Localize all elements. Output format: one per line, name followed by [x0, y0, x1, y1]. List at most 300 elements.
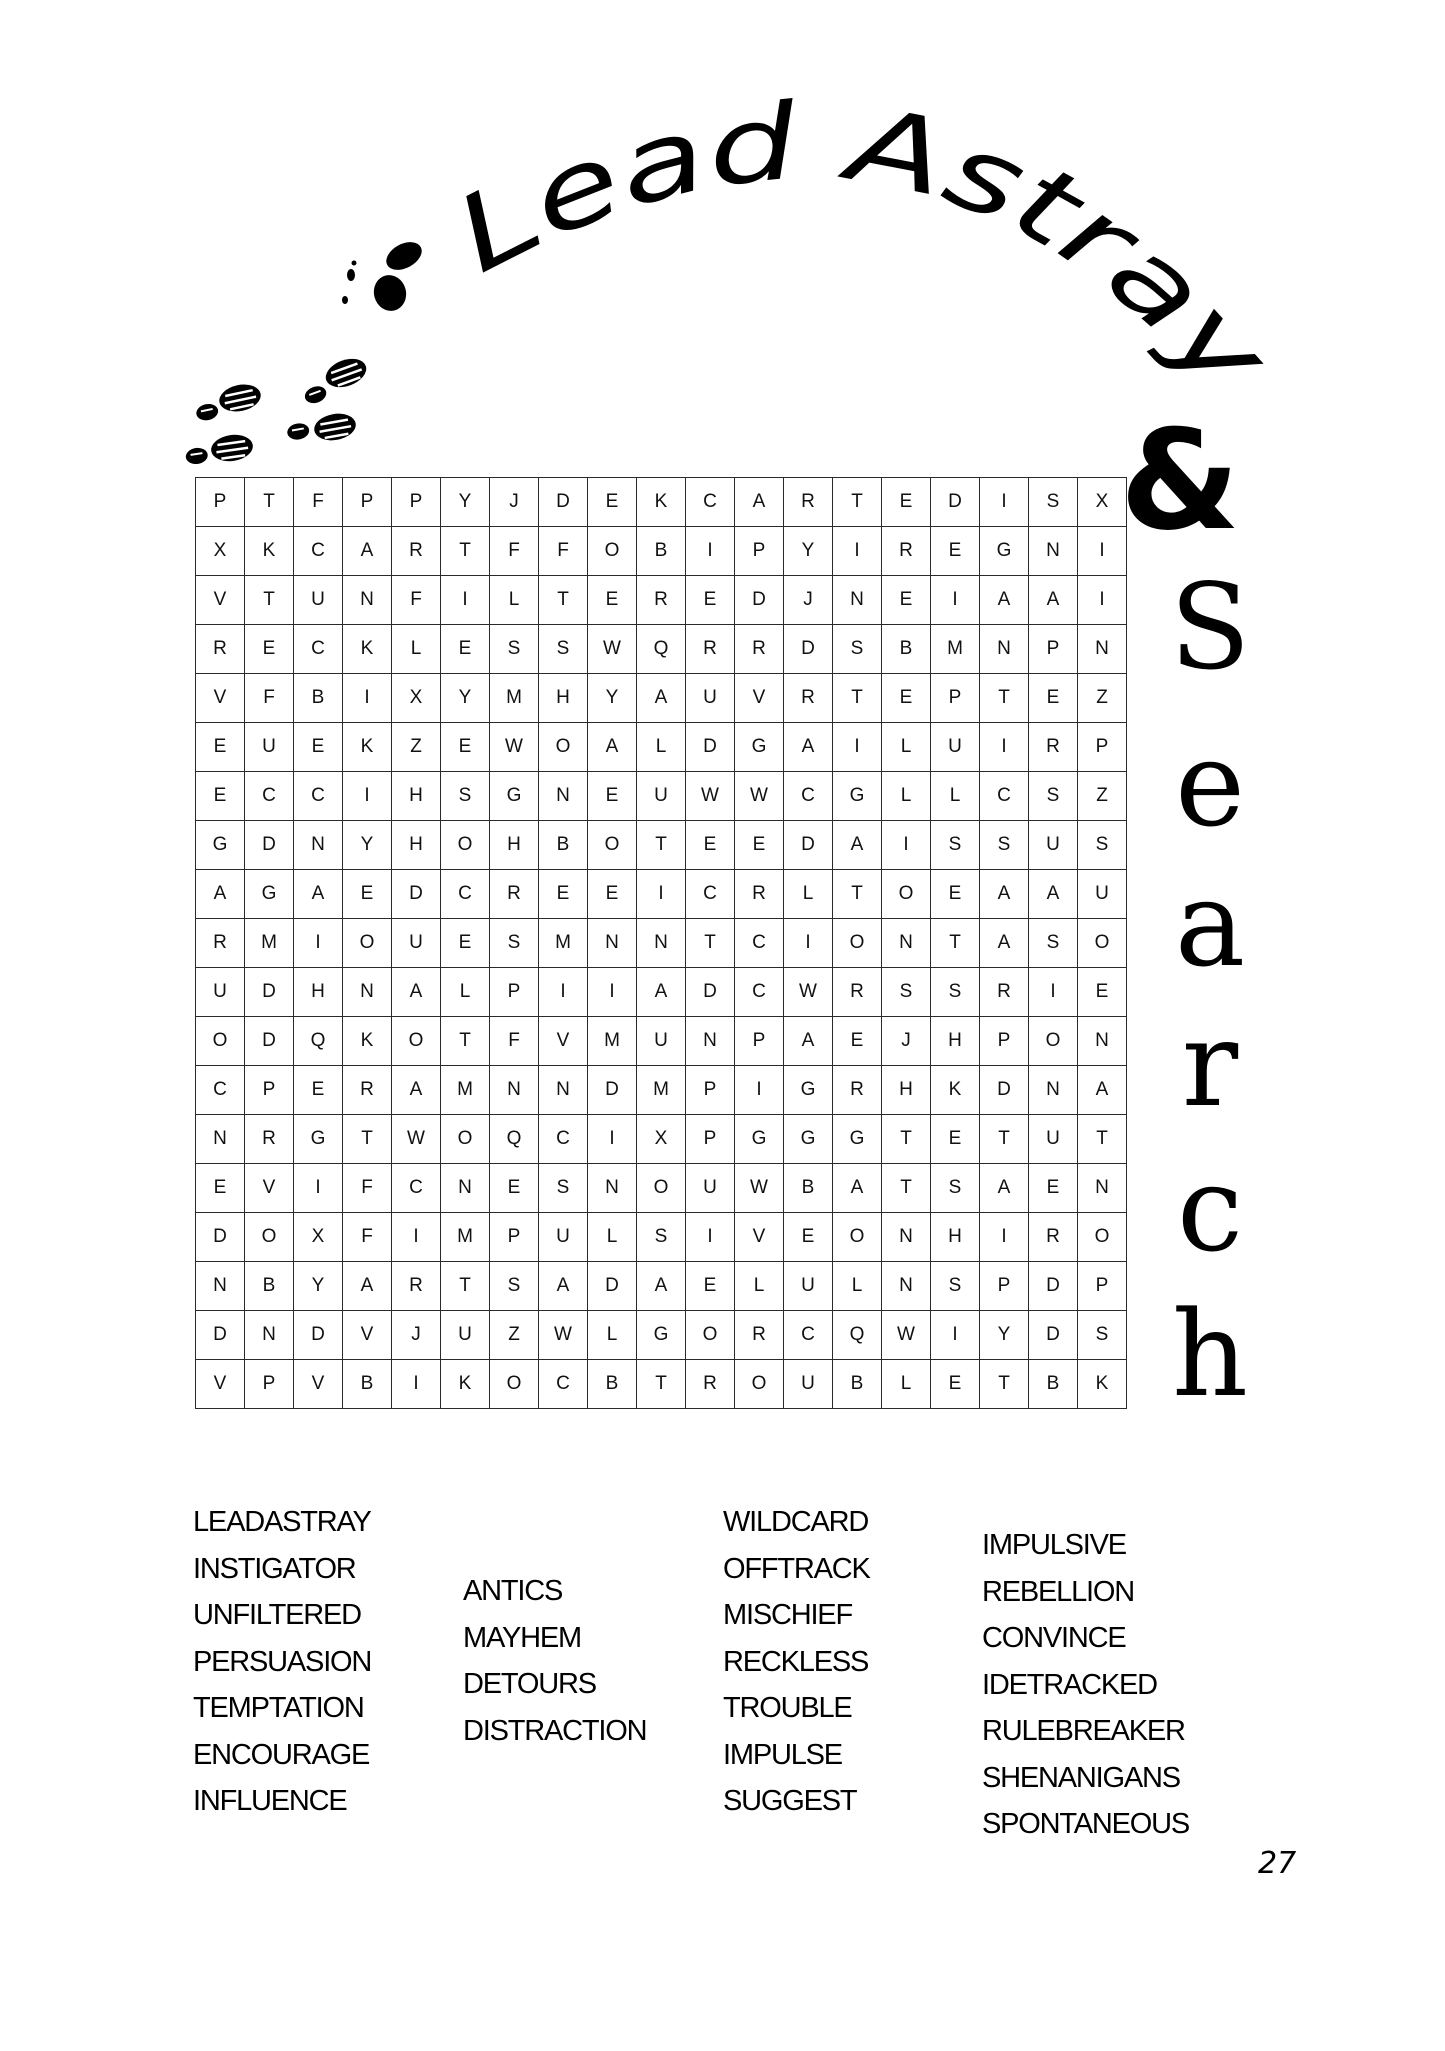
grid-cell[interactable]: M: [441, 1066, 490, 1115]
grid-cell[interactable]: M: [245, 919, 294, 968]
grid-cell[interactable]: U: [931, 723, 980, 772]
grid-cell[interactable]: R: [686, 625, 735, 674]
grid-cell[interactable]: S: [539, 625, 588, 674]
grid-cell[interactable]: P: [196, 478, 245, 527]
grid-cell[interactable]: R: [980, 968, 1029, 1017]
grid-cell[interactable]: T: [833, 674, 882, 723]
grid-cell[interactable]: I: [686, 1213, 735, 1262]
grid-cell[interactable]: K: [931, 1066, 980, 1115]
grid-cell[interactable]: O: [245, 1213, 294, 1262]
grid-cell[interactable]: R: [392, 527, 441, 576]
grid-cell[interactable]: P: [245, 1360, 294, 1409]
grid-cell[interactable]: A: [1078, 1066, 1127, 1115]
grid-cell[interactable]: S: [882, 968, 931, 1017]
grid-cell[interactable]: T: [637, 1360, 686, 1409]
grid-cell[interactable]: B: [343, 1360, 392, 1409]
grid-cell[interactable]: T: [441, 527, 490, 576]
grid-cell[interactable]: I: [833, 527, 882, 576]
grid-cell[interactable]: L: [392, 625, 441, 674]
grid-cell[interactable]: H: [490, 821, 539, 870]
grid-cell[interactable]: T: [686, 919, 735, 968]
grid-cell[interactable]: N: [294, 821, 343, 870]
grid-cell[interactable]: L: [637, 723, 686, 772]
grid-cell[interactable]: C: [686, 870, 735, 919]
grid-cell[interactable]: P: [1078, 1262, 1127, 1311]
grid-cell[interactable]: S: [833, 625, 882, 674]
grid-cell[interactable]: N: [980, 625, 1029, 674]
grid-cell[interactable]: U: [1078, 870, 1127, 919]
grid-cell[interactable]: T: [980, 674, 1029, 723]
grid-cell[interactable]: Y: [784, 527, 833, 576]
grid-cell[interactable]: M: [637, 1066, 686, 1115]
grid-cell[interactable]: E: [882, 674, 931, 723]
grid-cell[interactable]: R: [1029, 1213, 1078, 1262]
grid-cell[interactable]: O: [539, 723, 588, 772]
grid-cell[interactable]: W: [735, 1164, 784, 1213]
grid-cell[interactable]: S: [490, 919, 539, 968]
grid-cell[interactable]: P: [1029, 625, 1078, 674]
grid-cell[interactable]: E: [686, 821, 735, 870]
grid-cell[interactable]: U: [1029, 821, 1078, 870]
grid-cell[interactable]: Y: [441, 478, 490, 527]
grid-cell[interactable]: L: [882, 723, 931, 772]
grid-cell[interactable]: P: [980, 1262, 1029, 1311]
grid-cell[interactable]: N: [196, 1262, 245, 1311]
grid-cell[interactable]: R: [784, 674, 833, 723]
grid-cell[interactable]: N: [588, 919, 637, 968]
grid-cell[interactable]: I: [539, 968, 588, 1017]
grid-cell[interactable]: O: [441, 821, 490, 870]
grid-cell[interactable]: F: [490, 527, 539, 576]
grid-cell[interactable]: R: [882, 527, 931, 576]
grid-cell[interactable]: D: [686, 723, 735, 772]
grid-cell[interactable]: E: [588, 576, 637, 625]
grid-cell[interactable]: L: [735, 1262, 784, 1311]
grid-cell[interactable]: W: [686, 772, 735, 821]
grid-cell[interactable]: E: [294, 723, 343, 772]
grid-cell[interactable]: K: [1078, 1360, 1127, 1409]
grid-cell[interactable]: I: [637, 870, 686, 919]
grid-cell[interactable]: P: [735, 527, 784, 576]
grid-cell[interactable]: A: [833, 1164, 882, 1213]
grid-cell[interactable]: S: [1078, 1311, 1127, 1360]
grid-cell[interactable]: F: [343, 1164, 392, 1213]
grid-cell[interactable]: C: [392, 1164, 441, 1213]
grid-cell[interactable]: L: [931, 772, 980, 821]
grid-cell[interactable]: T: [980, 1115, 1029, 1164]
grid-cell[interactable]: N: [490, 1066, 539, 1115]
grid-cell[interactable]: U: [245, 723, 294, 772]
grid-cell[interactable]: U: [784, 1262, 833, 1311]
grid-cell[interactable]: A: [392, 1066, 441, 1115]
grid-cell[interactable]: T: [343, 1115, 392, 1164]
grid-cell[interactable]: N: [882, 1262, 931, 1311]
grid-cell[interactable]: S: [1078, 821, 1127, 870]
grid-cell[interactable]: X: [637, 1115, 686, 1164]
grid-cell[interactable]: P: [1078, 723, 1127, 772]
grid-cell[interactable]: Y: [294, 1262, 343, 1311]
grid-cell[interactable]: N: [588, 1164, 637, 1213]
grid-cell[interactable]: V: [294, 1360, 343, 1409]
grid-cell[interactable]: A: [539, 1262, 588, 1311]
grid-cell[interactable]: G: [980, 527, 1029, 576]
grid-cell[interactable]: A: [833, 821, 882, 870]
grid-cell[interactable]: I: [343, 772, 392, 821]
grid-cell[interactable]: D: [392, 870, 441, 919]
grid-cell[interactable]: H: [882, 1066, 931, 1115]
grid-cell[interactable]: R: [735, 870, 784, 919]
grid-cell[interactable]: F: [392, 576, 441, 625]
grid-cell[interactable]: I: [1078, 576, 1127, 625]
grid-cell[interactable]: N: [1029, 527, 1078, 576]
grid-cell[interactable]: W: [784, 968, 833, 1017]
grid-cell[interactable]: X: [294, 1213, 343, 1262]
grid-cell[interactable]: T: [637, 821, 686, 870]
grid-cell[interactable]: S: [1029, 919, 1078, 968]
grid-cell[interactable]: D: [1029, 1311, 1078, 1360]
grid-cell[interactable]: E: [196, 723, 245, 772]
grid-cell[interactable]: U: [441, 1311, 490, 1360]
grid-cell[interactable]: Y: [343, 821, 392, 870]
grid-cell[interactable]: I: [1029, 968, 1078, 1017]
grid-cell[interactable]: E: [735, 821, 784, 870]
grid-cell[interactable]: M: [588, 1017, 637, 1066]
grid-cell[interactable]: N: [833, 576, 882, 625]
grid-cell[interactable]: E: [196, 1164, 245, 1213]
grid-cell[interactable]: R: [686, 1360, 735, 1409]
grid-cell[interactable]: L: [588, 1213, 637, 1262]
grid-cell[interactable]: R: [735, 1311, 784, 1360]
grid-cell[interactable]: I: [882, 821, 931, 870]
grid-cell[interactable]: I: [686, 527, 735, 576]
grid-cell[interactable]: G: [637, 1311, 686, 1360]
grid-cell[interactable]: D: [588, 1066, 637, 1115]
grid-cell[interactable]: P: [392, 478, 441, 527]
grid-cell[interactable]: N: [882, 1213, 931, 1262]
grid-cell[interactable]: T: [980, 1360, 1029, 1409]
grid-cell[interactable]: C: [539, 1360, 588, 1409]
grid-cell[interactable]: G: [735, 723, 784, 772]
grid-cell[interactable]: E: [833, 1017, 882, 1066]
grid-cell[interactable]: E: [539, 870, 588, 919]
grid-cell[interactable]: T: [245, 576, 294, 625]
grid-cell[interactable]: F: [245, 674, 294, 723]
grid-cell[interactable]: G: [784, 1066, 833, 1115]
grid-cell[interactable]: I: [588, 1115, 637, 1164]
grid-cell[interactable]: O: [686, 1311, 735, 1360]
grid-cell[interactable]: L: [441, 968, 490, 1017]
grid-cell[interactable]: P: [735, 1017, 784, 1066]
grid-cell[interactable]: A: [637, 968, 686, 1017]
grid-cell[interactable]: V: [245, 1164, 294, 1213]
grid-cell[interactable]: V: [735, 674, 784, 723]
grid-cell[interactable]: O: [833, 919, 882, 968]
grid-cell[interactable]: E: [686, 576, 735, 625]
grid-cell[interactable]: W: [539, 1311, 588, 1360]
grid-cell[interactable]: V: [196, 1360, 245, 1409]
grid-cell[interactable]: J: [392, 1311, 441, 1360]
grid-cell[interactable]: S: [637, 1213, 686, 1262]
grid-cell[interactable]: E: [441, 919, 490, 968]
grid-cell[interactable]: P: [686, 1115, 735, 1164]
grid-cell[interactable]: A: [784, 1017, 833, 1066]
grid-cell[interactable]: Q: [833, 1311, 882, 1360]
grid-cell[interactable]: P: [980, 1017, 1029, 1066]
grid-cell[interactable]: E: [931, 527, 980, 576]
grid-cell[interactable]: O: [882, 870, 931, 919]
grid-cell[interactable]: N: [539, 1066, 588, 1115]
grid-cell[interactable]: E: [686, 1262, 735, 1311]
grid-cell[interactable]: E: [245, 625, 294, 674]
grid-cell[interactable]: C: [980, 772, 1029, 821]
grid-cell[interactable]: W: [490, 723, 539, 772]
grid-cell[interactable]: P: [245, 1066, 294, 1115]
grid-cell[interactable]: Y: [588, 674, 637, 723]
grid-cell[interactable]: O: [441, 1115, 490, 1164]
grid-cell[interactable]: S: [1029, 772, 1078, 821]
grid-cell[interactable]: O: [735, 1360, 784, 1409]
grid-cell[interactable]: A: [588, 723, 637, 772]
grid-cell[interactable]: A: [637, 674, 686, 723]
grid-cell[interactable]: E: [490, 1164, 539, 1213]
grid-cell[interactable]: A: [980, 870, 1029, 919]
grid-cell[interactable]: O: [588, 527, 637, 576]
grid-cell[interactable]: E: [441, 625, 490, 674]
grid-cell[interactable]: O: [588, 821, 637, 870]
grid-cell[interactable]: G: [245, 870, 294, 919]
grid-cell[interactable]: R: [490, 870, 539, 919]
grid-cell[interactable]: R: [343, 1066, 392, 1115]
grid-cell[interactable]: F: [539, 527, 588, 576]
grid-cell[interactable]: I: [980, 723, 1029, 772]
grid-cell[interactable]: E: [931, 1115, 980, 1164]
grid-cell[interactable]: B: [294, 674, 343, 723]
grid-cell[interactable]: D: [980, 1066, 1029, 1115]
grid-cell[interactable]: R: [833, 968, 882, 1017]
grid-cell[interactable]: M: [441, 1213, 490, 1262]
grid-cell[interactable]: D: [196, 1311, 245, 1360]
grid-cell[interactable]: I: [931, 1311, 980, 1360]
grid-cell[interactable]: P: [931, 674, 980, 723]
grid-cell[interactable]: E: [784, 1213, 833, 1262]
grid-cell[interactable]: C: [539, 1115, 588, 1164]
grid-cell[interactable]: Z: [392, 723, 441, 772]
grid-cell[interactable]: S: [931, 968, 980, 1017]
grid-cell[interactable]: S: [931, 821, 980, 870]
grid-cell[interactable]: A: [343, 527, 392, 576]
grid-cell[interactable]: I: [343, 674, 392, 723]
grid-cell[interactable]: N: [245, 1311, 294, 1360]
grid-cell[interactable]: S: [1029, 478, 1078, 527]
grid-cell[interactable]: E: [1078, 968, 1127, 1017]
grid-cell[interactable]: N: [637, 919, 686, 968]
grid-cell[interactable]: L: [882, 1360, 931, 1409]
grid-cell[interactable]: S: [980, 821, 1029, 870]
grid-cell[interactable]: B: [245, 1262, 294, 1311]
grid-cell[interactable]: D: [245, 968, 294, 1017]
grid-cell[interactable]: H: [294, 968, 343, 1017]
grid-cell[interactable]: U: [784, 1360, 833, 1409]
grid-cell[interactable]: B: [588, 1360, 637, 1409]
grid-cell[interactable]: M: [490, 674, 539, 723]
grid-cell[interactable]: F: [343, 1213, 392, 1262]
grid-cell[interactable]: Q: [490, 1115, 539, 1164]
grid-cell[interactable]: O: [1078, 919, 1127, 968]
grid-cell[interactable]: O: [490, 1360, 539, 1409]
grid-cell[interactable]: C: [686, 478, 735, 527]
grid-cell[interactable]: J: [784, 576, 833, 625]
grid-cell[interactable]: P: [490, 1213, 539, 1262]
grid-cell[interactable]: S: [441, 772, 490, 821]
grid-cell[interactable]: B: [833, 1360, 882, 1409]
grid-cell[interactable]: D: [539, 478, 588, 527]
grid-cell[interactable]: L: [490, 576, 539, 625]
grid-cell[interactable]: P: [686, 1066, 735, 1115]
grid-cell[interactable]: N: [1078, 625, 1127, 674]
grid-cell[interactable]: F: [294, 478, 343, 527]
grid-cell[interactable]: U: [637, 772, 686, 821]
grid-cell[interactable]: G: [196, 821, 245, 870]
grid-cell[interactable]: D: [245, 1017, 294, 1066]
grid-cell[interactable]: H: [392, 772, 441, 821]
grid-cell[interactable]: O: [392, 1017, 441, 1066]
grid-cell[interactable]: D: [931, 478, 980, 527]
grid-cell[interactable]: U: [686, 1164, 735, 1213]
grid-cell[interactable]: N: [343, 968, 392, 1017]
grid-cell[interactable]: E: [343, 870, 392, 919]
grid-cell[interactable]: Z: [490, 1311, 539, 1360]
grid-cell[interactable]: L: [882, 772, 931, 821]
grid-cell[interactable]: E: [882, 478, 931, 527]
grid-cell[interactable]: A: [980, 576, 1029, 625]
grid-cell[interactable]: Z: [1078, 674, 1127, 723]
grid-cell[interactable]: X: [196, 527, 245, 576]
grid-cell[interactable]: U: [637, 1017, 686, 1066]
grid-cell[interactable]: H: [931, 1213, 980, 1262]
grid-cell[interactable]: O: [637, 1164, 686, 1213]
grid-cell[interactable]: U: [1029, 1115, 1078, 1164]
grid-cell[interactable]: D: [294, 1311, 343, 1360]
grid-cell[interactable]: G: [833, 772, 882, 821]
grid-cell[interactable]: D: [245, 821, 294, 870]
grid-cell[interactable]: R: [637, 576, 686, 625]
grid-cell[interactable]: I: [441, 576, 490, 625]
grid-cell[interactable]: A: [1029, 870, 1078, 919]
grid-cell[interactable]: D: [784, 625, 833, 674]
grid-cell[interactable]: C: [294, 772, 343, 821]
grid-cell[interactable]: E: [882, 576, 931, 625]
grid-cell[interactable]: D: [686, 968, 735, 1017]
grid-cell[interactable]: H: [931, 1017, 980, 1066]
grid-cell[interactable]: D: [1029, 1262, 1078, 1311]
grid-cell[interactable]: C: [441, 870, 490, 919]
grid-cell[interactable]: A: [392, 968, 441, 1017]
grid-cell[interactable]: I: [1078, 527, 1127, 576]
grid-cell[interactable]: A: [343, 1262, 392, 1311]
grid-cell[interactable]: A: [784, 723, 833, 772]
grid-cell[interactable]: O: [1029, 1017, 1078, 1066]
grid-cell[interactable]: R: [735, 625, 784, 674]
grid-cell[interactable]: V: [196, 674, 245, 723]
grid-cell[interactable]: X: [1078, 478, 1127, 527]
grid-cell[interactable]: N: [686, 1017, 735, 1066]
grid-cell[interactable]: N: [1078, 1017, 1127, 1066]
grid-cell[interactable]: N: [196, 1115, 245, 1164]
grid-cell[interactable]: G: [490, 772, 539, 821]
grid-cell[interactable]: K: [343, 723, 392, 772]
grid-cell[interactable]: X: [392, 674, 441, 723]
grid-cell[interactable]: F: [490, 1017, 539, 1066]
grid-cell[interactable]: T: [931, 919, 980, 968]
grid-cell[interactable]: S: [931, 1262, 980, 1311]
grid-cell[interactable]: E: [1029, 1164, 1078, 1213]
grid-cell[interactable]: N: [343, 576, 392, 625]
grid-cell[interactable]: P: [343, 478, 392, 527]
grid-cell[interactable]: S: [539, 1164, 588, 1213]
grid-cell[interactable]: B: [539, 821, 588, 870]
grid-cell[interactable]: V: [343, 1311, 392, 1360]
grid-cell[interactable]: E: [931, 1360, 980, 1409]
grid-cell[interactable]: Y: [441, 674, 490, 723]
grid-cell[interactable]: T: [245, 478, 294, 527]
grid-cell[interactable]: L: [833, 1262, 882, 1311]
grid-cell[interactable]: N: [441, 1164, 490, 1213]
grid-cell[interactable]: R: [833, 1066, 882, 1115]
grid-cell[interactable]: I: [931, 576, 980, 625]
grid-cell[interactable]: N: [882, 919, 931, 968]
grid-cell[interactable]: T: [441, 1262, 490, 1311]
grid-cell[interactable]: I: [392, 1213, 441, 1262]
grid-cell[interactable]: I: [294, 1164, 343, 1213]
grid-cell[interactable]: T: [1078, 1115, 1127, 1164]
grid-cell[interactable]: R: [784, 478, 833, 527]
grid-cell[interactable]: G: [294, 1115, 343, 1164]
grid-cell[interactable]: I: [735, 1066, 784, 1115]
grid-cell[interactable]: D: [196, 1213, 245, 1262]
grid-cell[interactable]: C: [784, 772, 833, 821]
grid-cell[interactable]: J: [882, 1017, 931, 1066]
grid-cell[interactable]: L: [588, 1311, 637, 1360]
grid-cell[interactable]: U: [539, 1213, 588, 1262]
grid-cell[interactable]: R: [245, 1115, 294, 1164]
grid-cell[interactable]: E: [588, 870, 637, 919]
grid-cell[interactable]: N: [539, 772, 588, 821]
grid-cell[interactable]: A: [980, 1164, 1029, 1213]
grid-cell[interactable]: C: [245, 772, 294, 821]
grid-cell[interactable]: K: [343, 625, 392, 674]
grid-cell[interactable]: S: [931, 1164, 980, 1213]
grid-cell[interactable]: I: [392, 1360, 441, 1409]
grid-cell[interactable]: A: [294, 870, 343, 919]
grid-cell[interactable]: Y: [980, 1311, 1029, 1360]
grid-cell[interactable]: A: [1029, 576, 1078, 625]
grid-cell[interactable]: A: [637, 1262, 686, 1311]
grid-cell[interactable]: C: [294, 527, 343, 576]
grid-cell[interactable]: B: [882, 625, 931, 674]
grid-cell[interactable]: W: [588, 625, 637, 674]
grid-cell[interactable]: A: [196, 870, 245, 919]
grid-cell[interactable]: R: [196, 919, 245, 968]
grid-cell[interactable]: E: [441, 723, 490, 772]
grid-cell[interactable]: T: [882, 1164, 931, 1213]
grid-cell[interactable]: Z: [1078, 772, 1127, 821]
grid-cell[interactable]: U: [294, 576, 343, 625]
grid-cell[interactable]: I: [980, 478, 1029, 527]
grid-cell[interactable]: E: [196, 772, 245, 821]
grid-cell[interactable]: S: [490, 1262, 539, 1311]
grid-cell[interactable]: U: [392, 919, 441, 968]
grid-cell[interactable]: E: [1029, 674, 1078, 723]
